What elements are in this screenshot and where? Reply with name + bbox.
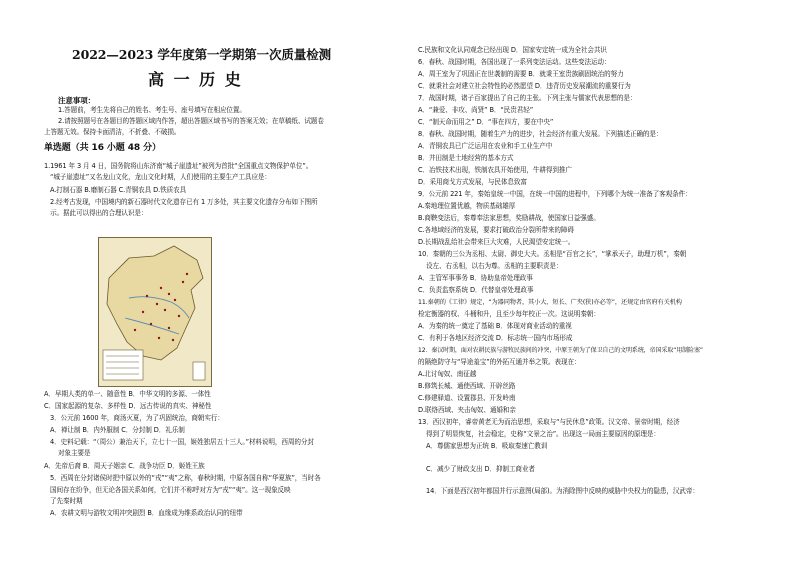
option-line: D.长期战乱给社会带来巨大灾难，人民渴望安定统一。 [418,238,575,246]
question-line: 设左、右丞相，以右为尊。丞相的主要职责是： [426,262,563,270]
option-line: A．尊儒家思想为正统 B．吸取秦速亡教训 [426,442,548,450]
option-line: C．“制天命而用之” D．“事在四方，要在中央” [418,118,554,126]
question-line: 6．春秋、战国时期，各国出现了一系列变法运动。这些变法运动： [418,58,611,66]
subject-title: 高 一 历 史 [148,70,243,89]
option-line: C．减少了财政支出 D．抑制工商业者 [426,465,535,473]
neolithic-sites-map [98,237,212,387]
option-line: A．农耕文明与游牧文明冲突剧烈 B．血缘成为维系政治认同的纽带 [50,509,243,517]
option-line: C.各地域经济的发展，要求打破政治分裂所带来的障碍 [418,226,574,234]
question-line: 国间存在纷争，但无论各国关系如何，它们并不称呼对方为“戎”“夷”。这一现象反映 [50,486,291,494]
option-line: B．井田制是土地经营的基本方式 [418,154,514,162]
notice-item: 上答题无效。保持卡面清洁，不折叠、不破损。 [44,128,181,136]
question-line: 对象主要是 [58,449,91,457]
option-line: C.民族和文化认同观念已经出现 D．国家安定统一成为全社会共识 [418,46,607,54]
option-line: A.秦地理位置优越，物质基础雄厚 [418,202,516,210]
question-line: 10．秦朝的三公为丞相、太尉、御史大夫。丞相是“百官之长”，“掌承天子，助理万机”，秦朝 [418,250,687,258]
option-line: B.修筑长城、通使西域、开辟丝路 [418,382,516,390]
notice-item: 1.答题前，考生先将自己的姓名、考生号、座号填写在相应位置。 [58,106,246,114]
question-line: 9．公元前 221 年，秦始皇统一中国，在统一中国的进程中，下列哪个为统一准备了客观条件： [418,190,692,198]
china-map-icon [99,238,211,386]
question-line: 5．西周在分封诸侯时把中原以外的“戎”“夷”之称，春秋时期，中原各国自称“华夏族”，当时各 [50,474,321,482]
notice-item: 2.请按照题号在各题目的答题区域内作答，超出答题区域书写的答案无效；在草稿纸、试题卷 [58,117,324,125]
question-line: 13．西汉初年，睿帝黄老无为而治思想，采取与“与民休息”政策。汉文帝、景帝时期，经济 [418,418,680,426]
question-line: 得到了明显恢复，社会稳定，史称“文景之治”。出现这一局面主要原因的原理是： [426,430,660,438]
question-line: 示。据此可以得出的合理认识是： [50,209,148,217]
question-line: 2.经考古发现，中国境内的新石器时代文化遗存已有 1 万多处，其主要文化遗存分布如下图所 [50,198,318,206]
option-line: A．“兼爱、非攻、尚贤” B．“民贵君轻” [418,106,534,114]
notice-heading: 注意事项： [58,96,95,105]
question-line: 4．史料记载：“（周公）兼治天下，立七十一国，姬姓独居五十三人。”材料说明，西周的分封 [50,438,314,446]
question-line: 的隔绝防守与“导途羞宝”的外拓互通并举之策。表现在： [418,358,581,366]
option-line: C．负责监察系统 D．代替皇帝处理政事 [418,286,534,294]
question-line: “城子崖遗址”又名龙山文化，龙山文化时期，人们使用的主要生产工具应是： [50,173,271,181]
option-line: A．为秦的统一奠定了基础 B．体现对商业活动的重视 [418,322,572,330]
option-line: D．采用商戈方式发展，与民体息致富 [418,178,527,186]
option-line: C．国家起源的复杂、多样性 D．远古传说的真实、神秘性 [44,402,212,410]
question-line: 检定衡器的权、斗桶和升，且至少每年校正一次。这说明秦朝： [418,310,600,318]
option-line: A.北讨匈奴、南征越 [418,370,477,378]
question-line: 3．公元前 1600 年，商汤灭夏，为了巩固统治，商朝实行： [50,414,224,422]
exam-title: 2022—2023 学年度第一学期第一次质量检测 [72,47,332,62]
option-line: A．周王室为了巩固正在世袭制的需要 B．就秉王室贵族刷固统治的努力 [418,70,624,78]
option-line: A．先帝后裔 B．周天子姻亲 C．战争功臣 D．姬姓王族 [44,462,205,470]
option-line: A．早期人类的单一、随意性 B．中华文明的多源、一体性 [44,390,211,398]
option-line: B.商鞅变法后，秦尊奉法家思想，奖励耕战，使国家日益强盛。 [418,214,600,222]
question-line: 1.1961 年 3 月 4 日，国务院将山东济南“城子崖遗址”被列为首批“全国重点文物保护单位”。 [44,162,313,170]
option-line: C.修建驿道、设置郡县、开发岭南 [418,394,516,402]
question-line: 7．战国时期，诸子百家提出了自己的主张。下列主张与儒家代表思想的是： [418,94,637,102]
option-line: A．禅让制 B．内外服制 C．分封制 D．礼乐制 [50,426,185,434]
question-line: 14．下面是西汉初年都国并行示意图(局部)。为消除图中反映的威胁中央权力的隐患，汉武帝： [426,487,699,495]
option-line: D.联络西域、夹击匈奴、通婚和亲 [418,406,516,414]
option-line: A．主管军事事务 B．协助皇帝处理政事 [418,274,533,282]
question-line: 了先秦时期 [50,497,83,505]
option-line: C．冶铁技术出现，铁制农具开始使用，牛耕得到推广 [418,166,572,174]
question-line: 12．秦汉时期，面对农耕民族与游牧民族间的冲突，中原王朝为了保卫自己的文明系统，帝国采取“用制险塞” [418,347,703,354]
option-line: C．就秉社会对建立社会特性的必然愿望 D．违背历史发展潮流的重要行为 [418,82,631,90]
question-line: 8．春秋、战国时期，随着生产力的进步，社会经济有重大发展。下列描述正确的是： [418,130,663,138]
question-line: 11.秦朝的《工律》规定，“为器同物者，其小大、短长、广夹(狭)亦必等”，还规定由官府有关机构 [418,299,682,306]
option-line: A.打制石器 B.磨制石器 C.青铜农具 D.铁质农具 [50,186,187,194]
option-line: C．有利于各地区经济交流 D．标志统一国内市场形成 [418,334,573,342]
section-title: 单选题（共 16 小题 48 分） [44,143,161,153]
option-line: A．青铜农具已广泛运用在农业和手工业生产中 [418,142,553,150]
